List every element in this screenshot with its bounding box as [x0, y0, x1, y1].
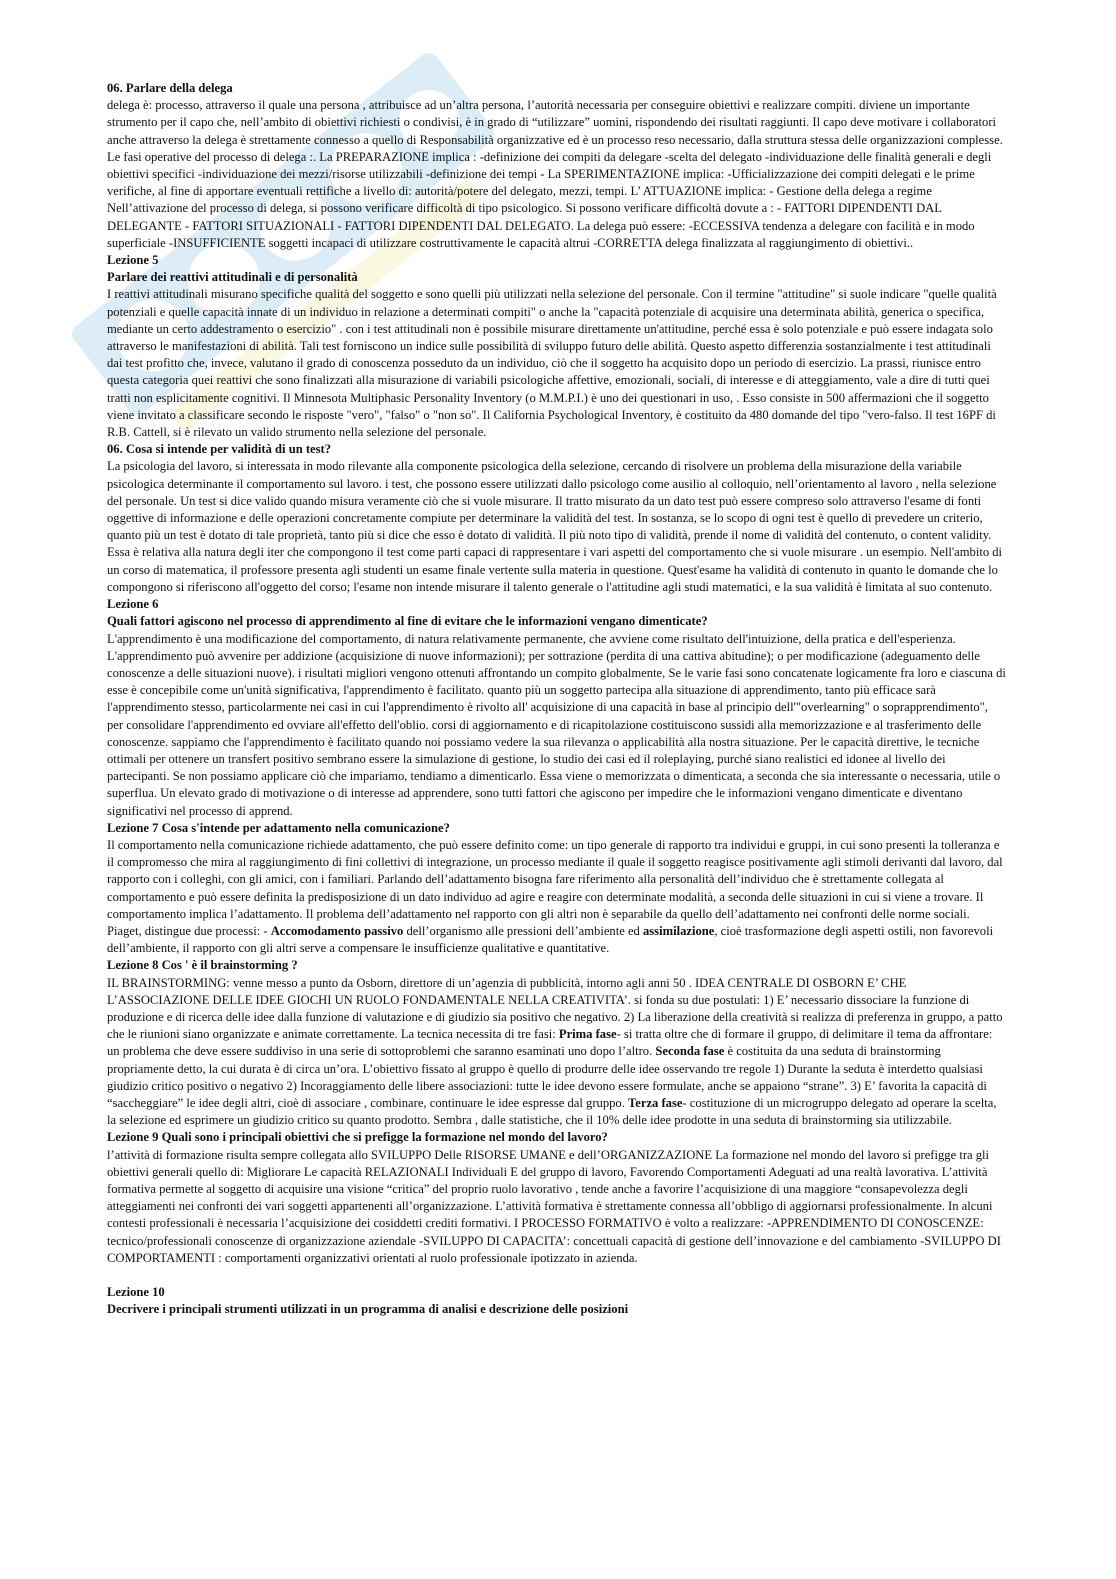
section-lezione-10 — [107, 1284, 1007, 1318]
section-paragraph: La psicologia del lavoro, si interessata in modo rilevante alla componente psicologica della selezione, cercando di risolvere un problema della misurazione della variabile psicologica determinante il comportamento sul lavoro. i test, che possono essere utilizzati dallo psicologo come ausilio al colloquio, nell’orientamento al lavoro , nella selezione del personale. Un test si dice valido quando misura veramente ciò che si vuole misurare. Il tratto misurato da un dato test può essere compreso solo attraverso l'esame di fonti oggettive di informazione e delle operazioni concretamente compiute per determinare la validità del test. In sostanza, se lo scopo di ogni test è quello di prevedere un criterio, quanto più un test è dotato di tale proprietà, tanto più si dice che esso è dotato di validità. Il più noto tipo di validità, prende il nome di validità del contenuto, o content validity. Essa è relativa alla natura degli iter che compongono il test come parti capaci di rappresentare i vari aspetti del comportamento che si vuole misurare . un esempio. Nell'ambito di un corso di matematica, il professore presenta agli studenti un esame finale vertente sulla materia in questione. Quest'esame ha validità di contenuto in quanto le domande che lo compongono si riferiscono all'oggetto del corso; l'esame non intende misurare il talento generale o l'attitudine agli studi matematici, e la sua validità è limitata al suo contenuto. — [107, 459, 1003, 594]
paragraph-text: dell’organismo alle pressioni dell’ambiente ed — [403, 923, 643, 938]
section-lezione-7 — [107, 820, 1007, 958]
section-heading: Lezione 8 Cos ' è il brainstorming ? — [107, 958, 298, 973]
section-lezione-8 — [107, 957, 1007, 1129]
section-question: Decrivere i principali strumenti utilizzati in un programma di analisi e descrizione delle posizioni — [107, 1302, 629, 1317]
section-paragraph — [107, 837, 1007, 957]
section-question: Parlare dei reattivi attitudinali e di personalità — [107, 270, 358, 285]
section-heading: Lezione 10 — [107, 1285, 165, 1300]
bold-term: Prima fase — [558, 1027, 617, 1042]
paragraph-text: - costituzione di un microgruppo delegato ad operare la scelta, la selezione ed esprimere un giudizio critico su quanto prodotto. Sembra , dalle statistiche, che il 10% delle idee prodotte in una seduta di brainstorming sia utilizzabile. — [107, 1095, 997, 1128]
section-heading: Lezione 6 — [107, 597, 159, 612]
section-heading: Lezione 5 — [107, 253, 159, 268]
paragraph-text: Il comportamento nella comunicazione richiede adattamento, che può essere definito come: un tipo generale di rapporto tra individui e gruppi, in cui sono presenti la tolleranza e il compromesso che mira al raggiungimento di fini collettivi di integrazione, un processo mediante il quale il soggetto reagisce positivamente agli stimoli derivanti dal lavoro, dal rapporto con i colleghi, con gli amici, con i familiari. Parlando dell’adattamento bisogna fare riferimento alla personalità dell’individuo che è strettamente collegata al comportamento e può essere definita la predisposizione di un dato individuo ad agire e reagire con determinate modalità, a seconda delle situazioni in cui si viene a trovare. Il comportamento implica l’adattamento. Il problema dell’adattamento nel rapporto con gli altri non è separabile da quello dell’adattamento nei confronti delle norme sociali. Piaget, distingue due processi: - — [107, 837, 1003, 938]
section-lezione-5 — [107, 252, 1007, 441]
section-delega — [107, 80, 1007, 252]
section-heading: 06. Parlare della delega — [107, 81, 233, 95]
paragraph-text: , cioè trasformazione degli aspetti ostili, non favorevoli dell’ambiente, il rapporto con gli altri serve a compensare le insufficienze qualitative e quantitative. — [107, 923, 994, 956]
section-paragraph — [107, 975, 1007, 1130]
section-question: Quali fattori agiscono nel processo di apprendimento al fine di evitare che le informazioni vengano dimenticate? — [107, 614, 708, 629]
paragraph-text: - si tratta oltre che di formare il gruppo, di delimitare il tema da affrontare: un problema che deve essere suddiviso in una serie di sottoproblemi che saranno esaminati uno dopo l’altro. — [107, 1027, 993, 1059]
blank-line — [107, 1267, 1007, 1284]
section-validita-test — [107, 441, 1007, 596]
bold-term: assimilazione — [642, 923, 715, 938]
section-heading: 06. Cosa si intende per validità di un test? — [107, 442, 332, 457]
section-lezione-6 — [107, 596, 1007, 820]
paragraph-text: IL BRAINSTORMING: venne messo a punto da Osborn, direttore di un’agenzia di pubblicità, intorno agli anni 50 . IDEA CENTRALE DI OSBORN E’ CHE L’ASSOCIAZIONE DELLE IDEE GIOCHI UN RUOLO FONDAMENTALE NELLA CREATIVITA’. si fonda su due postulati: 1) E’ necessario dissociare la funzione di produzione e di ricerca delle idee dalla funzione di valutazione e di giudizio sia positivo che negativo. 2) La liberazione della creatività si realizza di preferenza in gruppo, a patto che le riunioni siano organizzate e animate correttamente. La tecnica necessita di tre fasi: — [107, 975, 1003, 1042]
section-paragraph: delega è: processo, attraverso il quale una persona , attribuisce ad un’altra persona, l’autorità necessaria per conseguire obiettivi e realizzare compiti. diviene un importante strumento per il capo che, nell’ambito di obiettivi richiesti o condivisi, è in grado di “utilizzare” uomini, rispondendo dei risultati raggiunti. Il capo deve motivare i collaboratori anche attraverso la delega è strettamente connesso a quello di Responsabilità organizzative ed è un processo reso necessario, dalla struttura stessa delle organizzazioni complesse. Le fasi operative del processo di delega :. La PREPARAZIONE implica : -definizione dei compiti da delegare -scelta del delegato -individuazione delle finalità generali e degli obiettivi specifici -individuazione dei mezzi/risorse utilizzabili -definizione dei tempi - La SPERIMENTAZIONE implica: -Ufficializzazione dei compiti delegati e le prime verifiche, al fine di apportare eventuali rettifiche a livello di: autorità/potere del delegato, mezzi, tempi. L’ ATTUAZIONE implica: - Gestione della delega a regime Nell’attivazione del processo di delega, si possono verificare difficoltà di tipo psicologico. Si possono verificare difficoltà dovute a : - FATTORI DIPENDENTI DAL DELEGANTE - FATTORI SITUAZIONALI - FATTORI DIPENDENTI DAL DELEGATO. La delega può essere: -ECCESSIVA tendenza a delegare con facilità e in modo superficiale -INSUFFICIENTE soggetti incapaci di utilizzare costruttivamente le capacità altrui -CORRETTA delega finalizzata al raggiungimento di obiettivi.. — [107, 98, 1003, 250]
bold-term: Seconda fase — [655, 1044, 725, 1059]
section-heading: Lezione 9 Quali sono i principali obiettivi che si prefigge la formazione nel mondo del lavoro? — [107, 1130, 608, 1145]
paragraph-text: è costituita da una seduta di brainstorming propriamente detto, la cui durata è di circa un’ora. L’obiettivo fissato al gruppo è quello di produrre delle idee osservando tre regole 1) Durante la seduta è interdetto qualsiasi giudizio critico positivo o negativo 2) Incoraggiamento delle libere associazioni: tutte le idee devono essere formulate, anche se appaiono “strane”. 3) E’ favorita la capacità di “saccheggiare” le idee degli altri, cioè di associare , combinare, continuare le idee espresse dal gruppo. — [107, 1044, 987, 1110]
section-heading: Lezione 7 Cosa s'intende per adattamento nella comunicazione? — [107, 820, 450, 835]
section-paragraph: I reattivi attitudinali misurano specifiche qualità del soggetto e sono quelli più utilizzati nella selezione del personale. Con il termine "attitudine" si suole indicare "quelle qualità potenziali e quelle capacità innate di un individuo in relazione a determinati compiti" o anche la "capacità potenziale di acquisire una determinata abilità, generica o specifica, mediante un certo addestramento o esercizio" . con i test attitudinali non è possibile misurare direttamente un'attitudine, perché essa è solo potenziale e può essere indagata solo attraverso le manifestazioni di abilità. Tali test forniscono un indice sulle possibilità di sviluppo futuro delle abilità. Questo aspetto differenzia sostanzialmente i test attitudinali dai test profitto che, invece, valutano il grado di conoscenza posseduto da un individuo, ciò che il soggetto ha acquisito dopo un periodo di esercizio. La prassi, riunisce entro questa categoria quei reattivi che sono finalizzati alla misurazione di variabili psicologiche affettive, emozionali, sociali, di interesse e di atteggiamento, vale a dire di tutti quei tratti non esplicitamente cognitivi. Il Minnesota Multiphasic Personality Inventory (o M.M.P.I.) è uno dei questionari in uso, . Esso consiste in 500 affermazioni che il soggetto viene invitato a classificare secondo le risposte "vero", "falso" o "non so". Il California Psychological Inventory, è costituito da 480 domande del tipo "vero-falso. Il test 16PF di R.B. Cattell, si è rilevato un valido strumento nella selezione del personale. — [107, 287, 997, 440]
section-lezione-9 — [107, 1129, 1007, 1267]
section-paragraph: L'apprendimento è una modificazione del comportamento, di natura relativamente permanente, che avviene come risultato dell'intuizione, della pratica e dell'esperienza. L'apprendimento può avvenire per addizione (acquisizione di nuove informazioni); per sottrazione (perdita di una cattiva abitudine); o per modificazione (adeguamento delle conoscenze a delle situazioni nuove). i risultati migliori vengono ottenuti affrontando un compito globalmente, Se le varie fasi sono concatenate logicamente fra loro e ciascuna di esse è concepibile come un'unità significativa, l'apprendimento è facilitato. quanto più un soggetto partecipa alla situazione di apprendimento, tanto più efficace sarà l'apprendimento stesso, particolarmente nei casi in cui l'apprendimento è rivolto all' acquisizione di una capacità in base al principio dell'"overlearning" o soprapprendimento", per consolidare l'apprendimento ed ovviare all'effetto dell'oblio. corsi di aggiornamento e di ricapitolazione costituiscono sussidi alla memorizzazione e al trasferimento delle conoscenze. sappiamo che l'apprendimento è facilitato quando noi possiamo vedere la sua rilevanza o applicabilità alla nostra situazione. Per le capacità direttive, le tecniche ottimali per ottenere un transfert positivo sembrano essere la simulazione di gestione, lo studio dei casi ed il roleplaying, purché siano realistici ed idonee al livello dei partecipanti. Se non possiamo applicare ciò che impariamo, tendiamo a dimenticarlo. Essa viene o memorizzata o dimenticata, a seconda che sia interessante o necessaria, utile o superflua. Un elevato grado di motivazione o di interesse ad apprendere, sono tutti fattori che agiscono per impedire che le informazioni vengano dimenticate e diventano significativi nel processo di apprend. — [107, 631, 1006, 818]
bold-term: Terza fase — [628, 1095, 683, 1110]
section-paragraph: l’attività di formazione risulta sempre collegata allo SVILUPPO Delle RISORSE UMANE e dell’ORGANIZZAZIONE La formazione nel mondo del lavoro si prefigge tra gli obiettivi generali quello di: Migliorare Le capacità RELAZIONALI Individuali E del gruppo di lavoro, Favorendo Comportamenti Adeguati ad una realtà lavorativa. L’attività formativa permette al soggetto di acquisire una visione “critica” del proprio ruolo lavorativo , tende anche a favorire l’acquisizione di una maggiore “consapevolezza degli atteggiamenti nei confronti dei vari soggetti appartenenti all’organizzazione. L’attività formativa è strettamente connessa all’obbligo di aggiornarsi professionalmente. In alcuni contesti professionali è necessaria l’acquisizione dei cosiddetti crediti formativi. I PROCESSO FORMATIVO è volto a realizzare: -APPRENDIMENTO DI CONOSCENZE: tecnico/professionali conoscenze di organizzazione aziendale -SVILUPPO DI CAPACITA’: concettuali capacità di gestione dell’innovazione e del cambiamento -SVILUPPO DI COMPORTAMENTI : comportamenti organizzativi orientati al ruolo professionale ipotizzato in azienda. — [107, 1147, 1001, 1265]
bold-term: Accomodamento passivo — [270, 923, 404, 938]
document-body — [107, 80, 1007, 1318]
